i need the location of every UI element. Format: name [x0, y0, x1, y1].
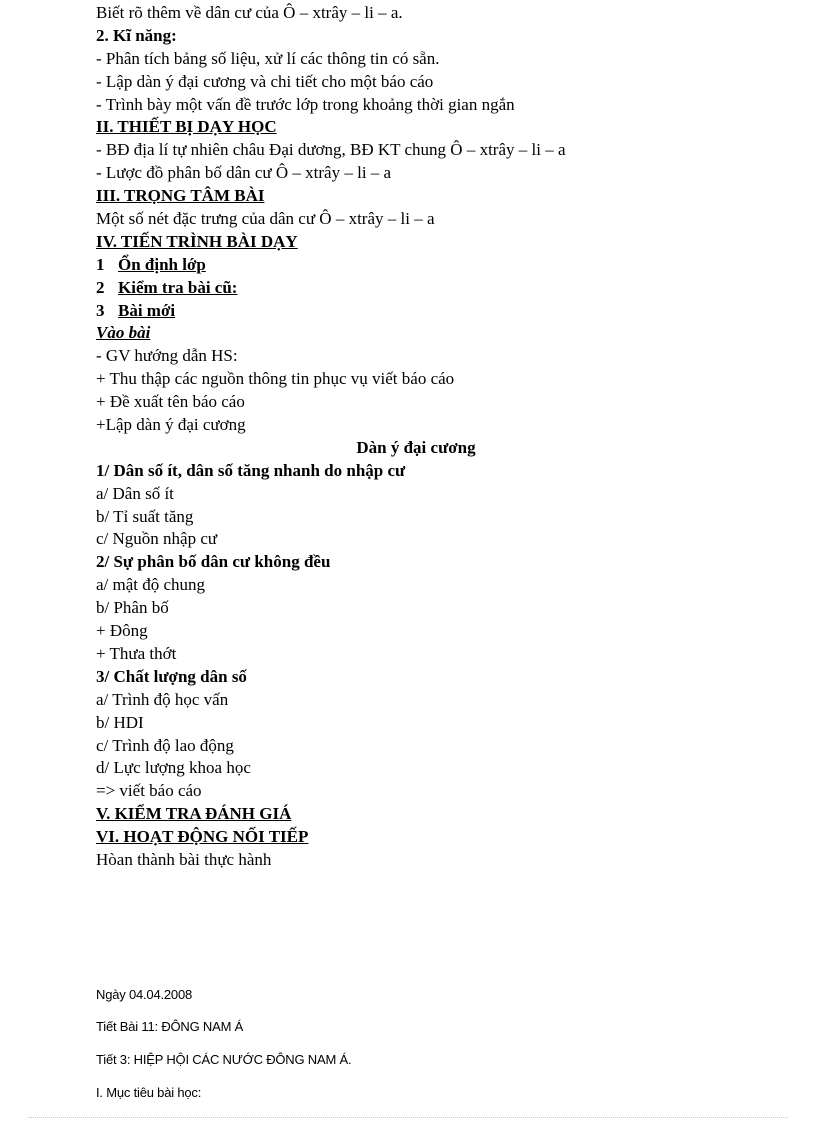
- text-line: - Trình bày một vấn đề trước lớp trong khoảng thời gian ngắn: [96, 94, 515, 114]
- section-heading: IV. TIẾN TRÌNH BÀI DẠY: [96, 231, 298, 251]
- section-heading: III. TRỌNG TÂM BÀI: [96, 186, 265, 206]
- numbered-item: [96, 300, 736, 323]
- text-line: c/ Nguồn nhập cư: [96, 529, 218, 549]
- text-line: + Đông: [96, 621, 148, 641]
- text-line: + Thu thập các nguồn thông tin phục vụ viết báo cáo: [96, 369, 455, 389]
- text-line: - Lập dàn ý đại cương và chi tiết cho một báo cáo: [96, 71, 434, 91]
- text-line: Một số nét đặc trưng của dân cư Ô – xtrây – li – a: [96, 209, 435, 229]
- section-heading-wrap: [96, 826, 736, 849]
- text-line: b/ Phân bố: [96, 598, 169, 618]
- section-heading-wrap: [96, 185, 736, 208]
- subheading: Vào bài: [96, 323, 151, 343]
- document-body: [96, 2, 736, 872]
- item-number: 1: [96, 254, 105, 274]
- text-line: c/ Trình độ lao động: [96, 735, 234, 755]
- item-label: Ổn định lớp: [118, 254, 206, 274]
- text-line: d/ Lực lượng khoa học: [96, 758, 251, 778]
- section-heading: 2. Kĩ năng:: [96, 25, 177, 45]
- text-line: b/ HDI: [96, 712, 144, 732]
- text-line: - Phân tích bảng số liệu, xử lí các thông tin có sẵn.: [96, 48, 440, 68]
- outline-heading: 3/ Chất lượng dân số: [96, 666, 247, 686]
- text-line: => viết báo cáo: [96, 781, 202, 801]
- outline-title: Dàn ý đại cương: [356, 437, 476, 457]
- lesson-title: Tiết Bài 11: ĐÔNG NAM Á: [96, 1019, 244, 1034]
- section-heading-wrap: [96, 231, 736, 254]
- outline-heading: 1/ Dân số ít, dân số tăng nhanh do nhập cư: [96, 460, 406, 480]
- lesson-period: Tiết 3: HIỆP HỘI CÁC NƯỚC ĐÔNG NAM Á.: [96, 1052, 352, 1067]
- item-label: Kiểm tra bài cũ:: [118, 277, 238, 297]
- section-heading: V. KIỂM TRA ĐÁNH GIÁ: [96, 804, 292, 824]
- page-break-divider: [28, 1117, 788, 1118]
- numbered-item: [96, 277, 736, 300]
- section-heading: II. THIẾT BỊ DẠY HỌC: [96, 117, 277, 137]
- text-line: b/ Tỉ suất tăng: [96, 506, 194, 526]
- item-number: 2: [96, 277, 105, 297]
- text-line: + Đề xuất tên báo cáo: [96, 392, 245, 412]
- text-line: Biết rõ thêm về dân cư của Ô – xtrây – li – a.: [96, 3, 403, 22]
- section-heading: VI. HOẠT ĐỘNG NỐI TIẾP: [96, 827, 309, 847]
- section-heading-wrap: [96, 116, 736, 139]
- text-line: +Lập dàn ý đại cương: [96, 415, 246, 435]
- text-line: - Lược đồ phân bố dân cư Ô – xtrây – li – a: [96, 163, 392, 183]
- text-line: a/ mật độ chung: [96, 575, 206, 595]
- text-line: a/ Dân số ít: [96, 483, 174, 503]
- text-line: Hòan thành bài thực hành: [96, 849, 272, 869]
- text-line: - BĐ địa lí tự nhiên châu Đại dương, BĐ KT chung Ô – xtrây – li – a: [96, 140, 566, 160]
- text-line: a/ Trình độ học vấn: [96, 689, 229, 709]
- objectives-heading: I. Mục tiêu bài học:: [96, 1085, 202, 1100]
- subheading-wrap: [96, 322, 736, 345]
- outline-heading: 2/ Sự phân bố dân cư không đều: [96, 552, 331, 572]
- item-label: Bài mới: [118, 300, 176, 320]
- numbered-item: [96, 254, 736, 277]
- text-line: + Thưa thớt: [96, 643, 177, 663]
- lesson-date: Ngày 04.04.2008: [96, 987, 193, 1002]
- section-heading-wrap: [96, 803, 736, 826]
- text-line: - GV hướng dẫn HS:: [96, 346, 238, 366]
- item-number: 3: [96, 300, 105, 320]
